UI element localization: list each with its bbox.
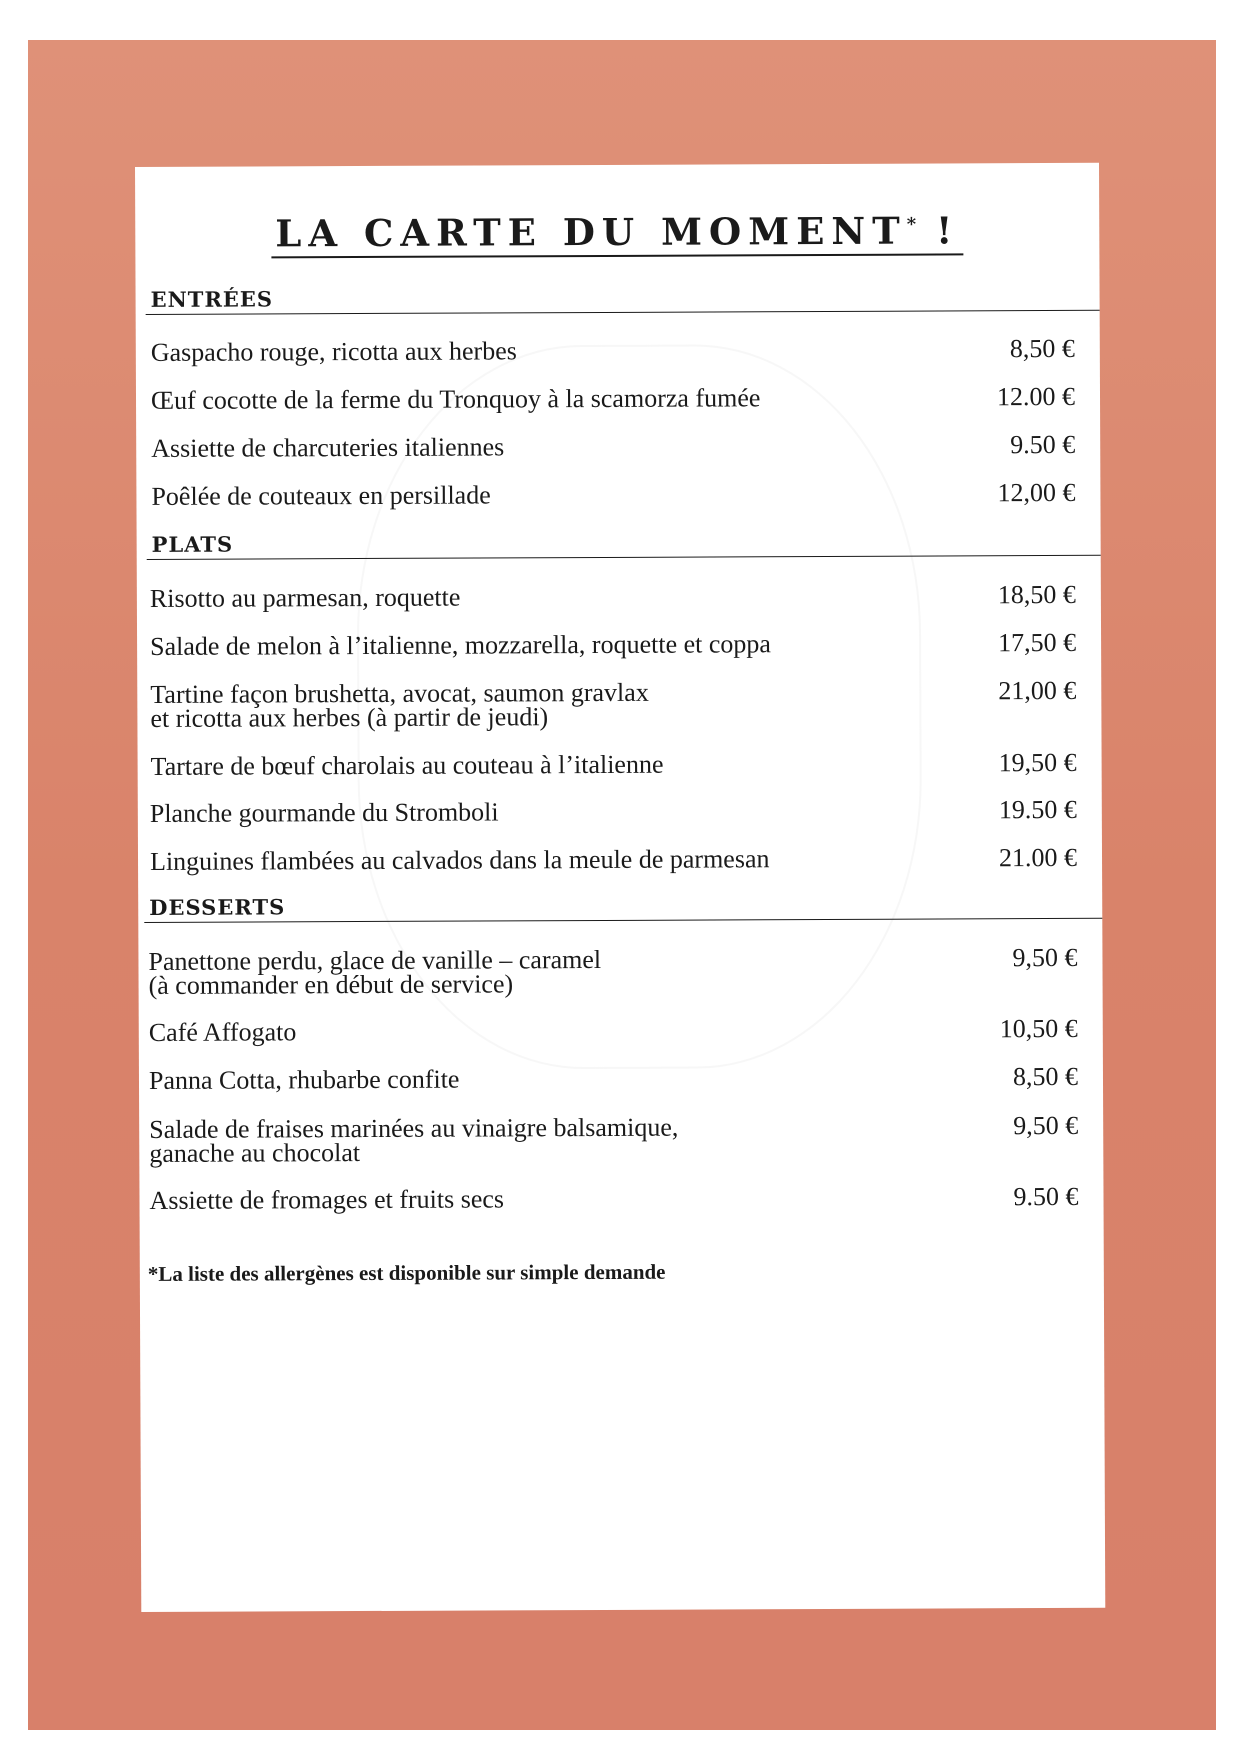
section-desserts [144,891,1102,923]
item-price: 19,50 € [998,747,1077,778]
menu-item [149,1181,1079,1215]
menu-item [150,675,1077,733]
item-price: 12,00 € [997,477,1076,508]
item-price: 8,50 € [1012,1061,1079,1092]
item-price: 9.50 € [1010,429,1076,460]
section-entrees [146,283,1100,315]
item-price: 18,50 € [997,579,1076,610]
section-heading: DESSERTS [144,891,1102,923]
title-block [135,208,1099,259]
item-name: Risotto au parmesan, roquette [149,582,461,613]
item-name: Assiette de fromages et fruits secs [149,1184,505,1215]
menu-item [149,1110,1079,1168]
item-name: Panettone perdu, glace de vanille – caramel [148,944,602,976]
item-price: 10,50 € [999,1013,1078,1044]
item-price: 9,50 € [1012,942,1078,973]
item-name-line2: ganache au chocolat [149,1138,361,1168]
section-plats [147,528,1101,560]
item-name: Poêlée de couteaux en persillade [151,480,491,511]
menu-item [150,627,1077,661]
menu-card [135,163,1105,1612]
item-price: 17,50 € [998,627,1077,658]
menu-item [150,381,1076,415]
item-name: Tartine façon brushetta, avocat, saumon gravlax [150,677,649,709]
menu-item [149,842,1078,876]
item-price: 21.00 € [998,842,1078,873]
item-price: 8,50 € [1009,333,1075,364]
item-name: Planche gourmande du Stromboli [149,797,499,828]
item-name-line2: (à commander en début de service) [148,969,514,1000]
item-name: Gaspacho rouge, ricotta aux herbes [150,336,517,367]
item-price: 9,50 € [1013,1110,1079,1141]
item-name: Café Affogato [148,1017,297,1047]
menu-item [150,747,1077,781]
item-name: Tartare de bœuf charolais au couteau à l’italienne [150,749,664,781]
item-name: Linguines flambées au calvados dans la meule de parmesan [149,844,770,876]
menu-title-mark: * [906,214,917,236]
menu-title [271,208,963,258]
menu-title-suffix: ! [916,208,960,253]
menu-item [150,333,1075,367]
item-name: Panna Cotta, rhubarbe confite [148,1064,460,1095]
item-name: Salade de fraises marinées au vinaigre balsamique, [149,1112,679,1144]
item-price: 19.50 € [998,794,1077,825]
item-name: Salade de melon à l’italienne, mozzarella, roquette et coppa [150,629,771,661]
item-name-line2: et ricotta aux herbes (à partir de jeudi) [150,702,549,733]
allergen-footnote: *La liste des allergènes est disponible sur simple demande [147,1259,666,1286]
section-heading: ENTRÉES [146,283,1100,315]
item-name: Assiette de charcuteries italiennes [151,432,505,463]
section-heading: PLATS [147,528,1101,560]
item-price: 12.00 € [996,381,1076,412]
item-price: 9.50 € [1013,1181,1079,1212]
menu-title-text: LA CARTE DU MOMENT [275,208,907,256]
item-price: 21,00 € [998,675,1077,706]
item-name: Œuf cocotte de la ferme du Tronquoy à la scamorza fumée [150,383,761,415]
